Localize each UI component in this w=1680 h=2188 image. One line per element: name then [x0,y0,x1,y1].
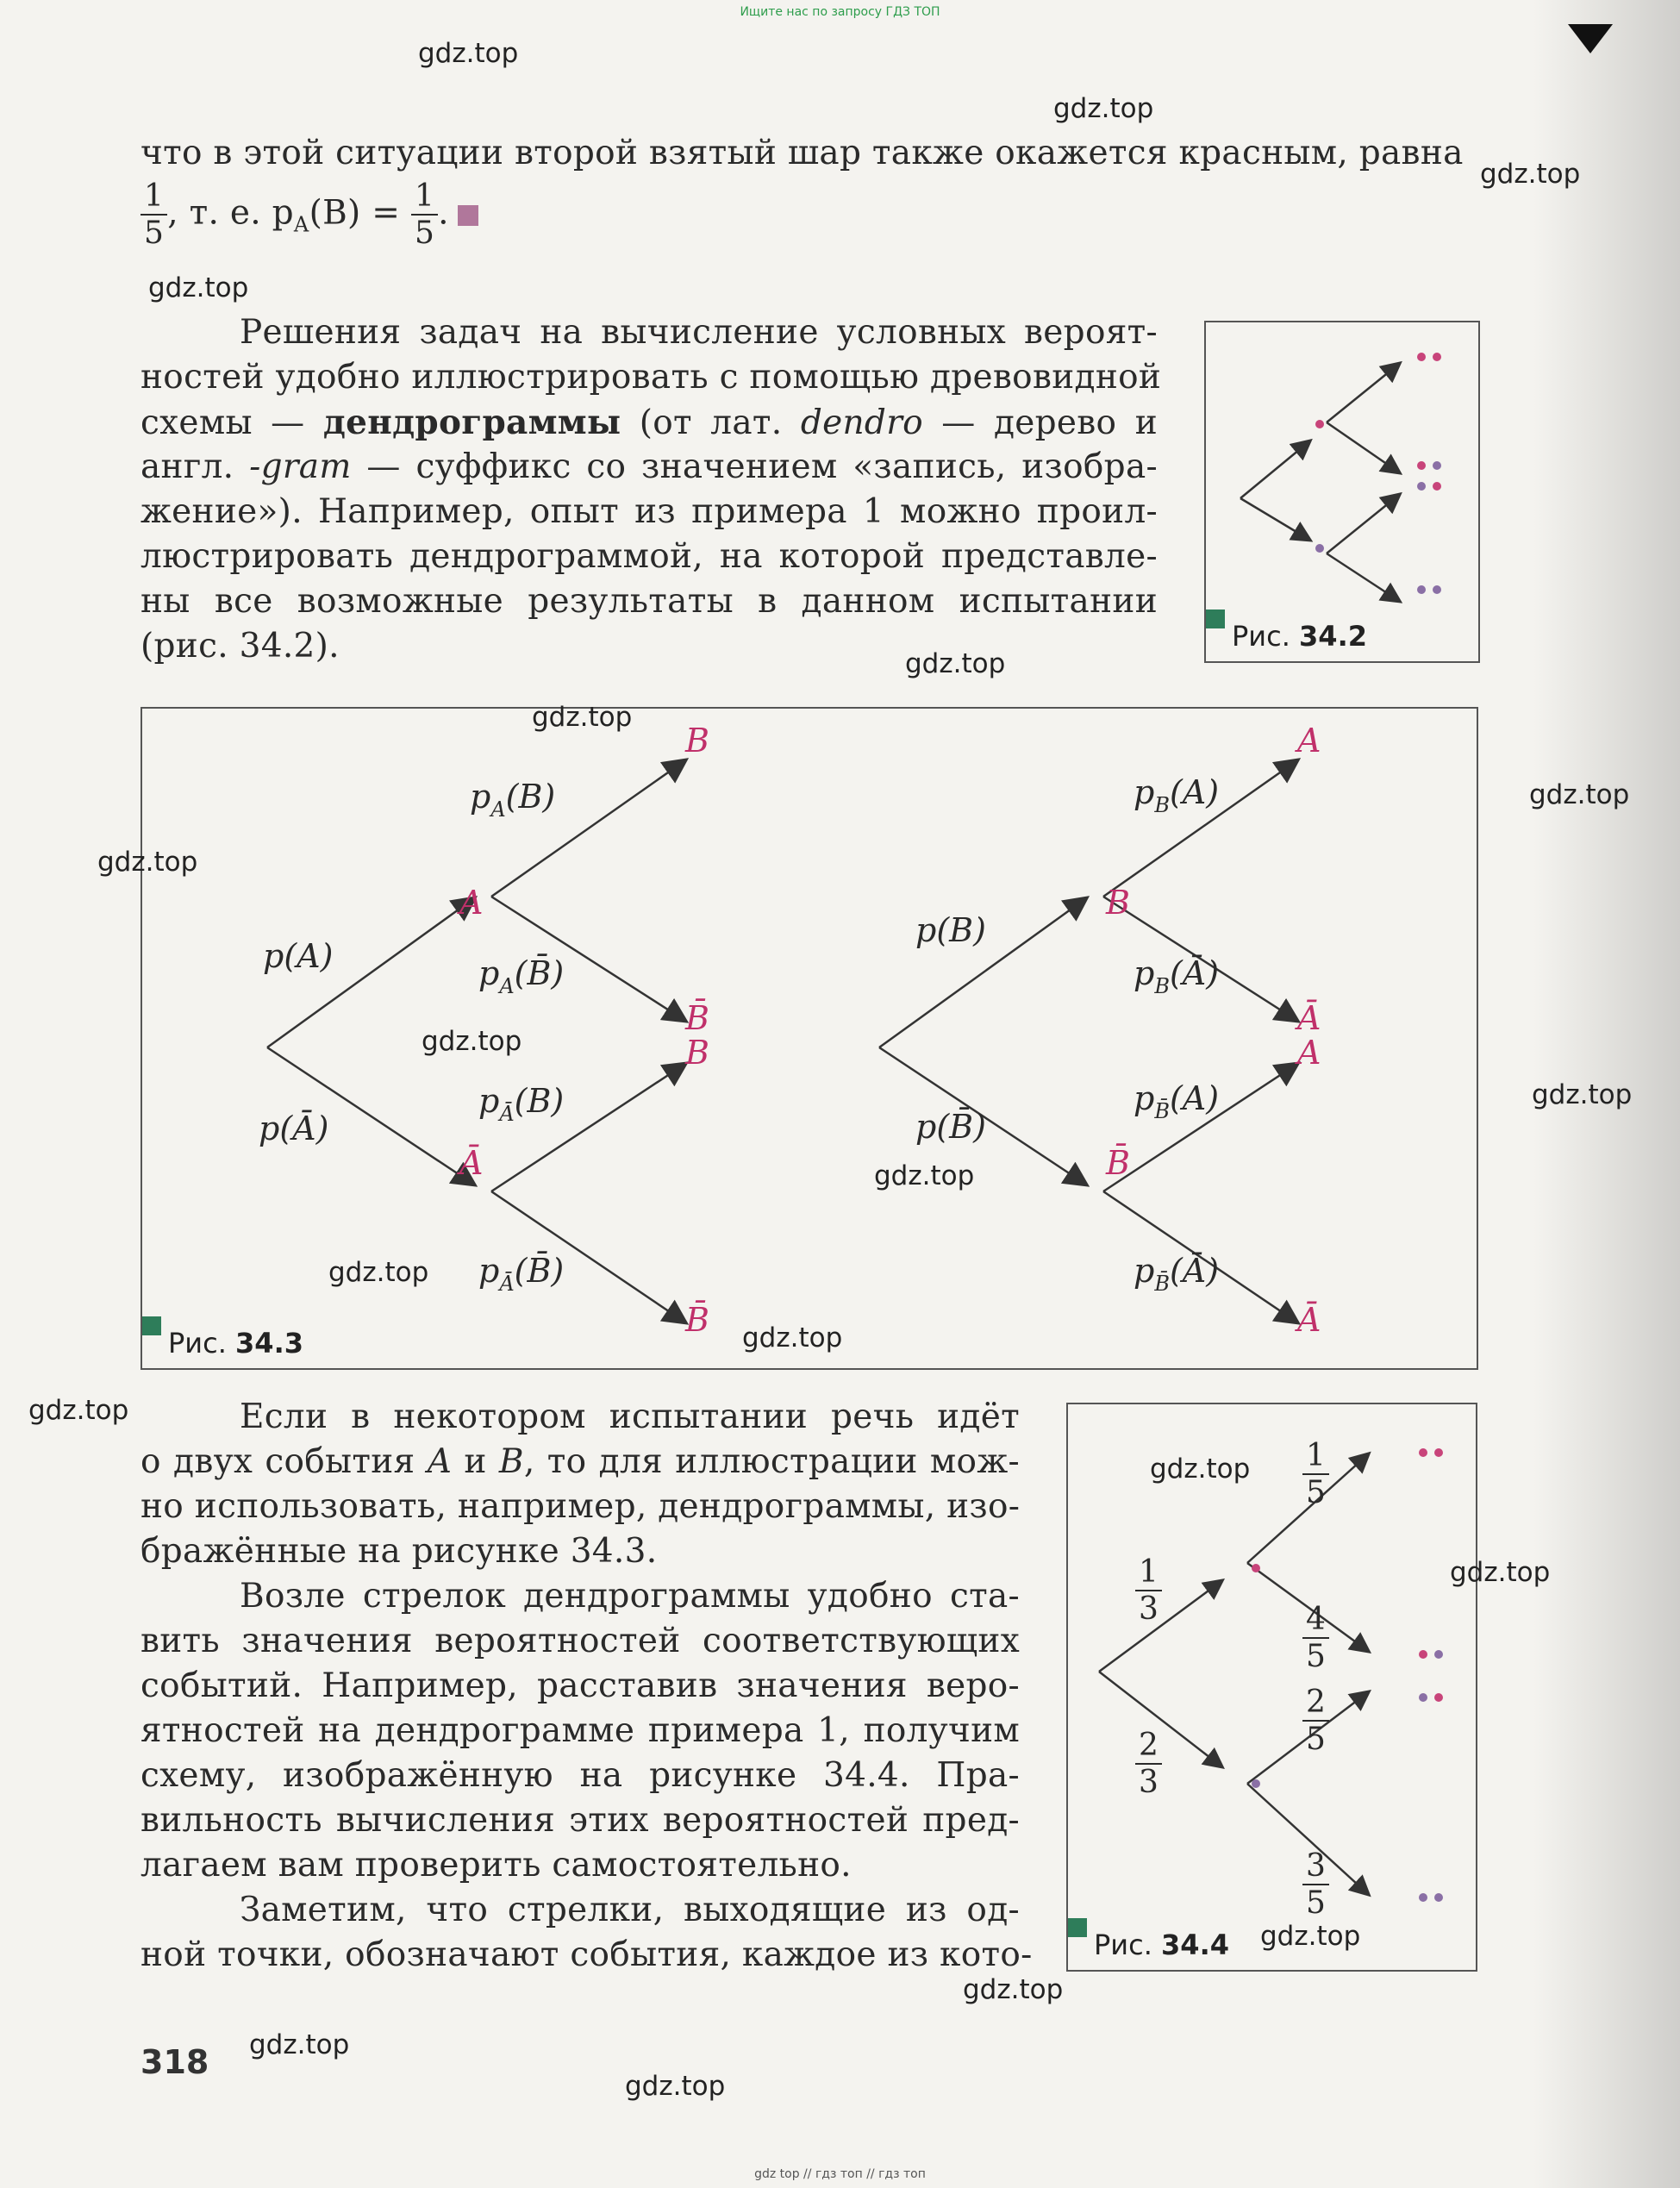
text-line: Заметим, что стрелки, выходящие из од- [240,1891,1020,1929]
watermark: gdz.top [28,1395,129,1426]
node-label-A-bar: Ā [459,1144,484,1182]
prob-fraction-1-3: $\frac{1}{3}$ [1135,1557,1162,1625]
watermark: gdz.top [418,38,519,69]
bottom-watermark-line: gdz top // гдз топ // гдз топ [754,2167,926,2181]
watermark: gdz.top [148,272,249,303]
fraction-1-5: $\frac{1}{5}$ [141,181,167,249]
text-line: но использовать, например, дендрограммы, изо- [141,1487,1021,1526]
text-line: (рис. 34.2). [141,627,340,666]
leaf-label: B [685,722,709,760]
prob-fraction-2-3: $\frac{2}{3}$ [1135,1730,1162,1798]
watermark: gdz.top [532,702,633,733]
end-of-solution-square [458,205,478,226]
prob-fraction-3-5: $\frac{3}{5}$ [1302,1851,1329,1919]
figure-34-2 [1204,321,1480,663]
node-label-B-bar: B̄ [1106,1144,1130,1182]
node-label-B: B [1106,884,1130,922]
watermark: gdz.top [874,1160,975,1191]
text-line-formula: $\frac{1}{5}$ , т. е. $p_A(B)$ = $\frac{1}{5}$ . [141,181,478,250]
text-line: бражённые на рисунке 34.3. [141,1532,658,1571]
leaf-label: B̄ [685,1301,709,1339]
prob-fraction-4-5: $\frac{4}{5}$ [1302,1604,1329,1672]
watermark: gdz.top [1260,1921,1361,1952]
watermark: gdz.top [905,648,1006,679]
prob-label: $p_A(B̄)$ [478,954,565,998]
text-line: лагаем вам проверить самостоятельно. [141,1846,852,1885]
caption-marker-square [1068,1918,1087,1937]
leaf-label: B̄ [685,999,709,1037]
text-line: ностей удобно иллюстрировать с помощью древовидной [141,358,1162,397]
text-line: о двух события A и B, то для иллюстрации мож- [141,1442,1020,1481]
text-line: что в этой ситуации второй взятый шар также окажется красным, равна [141,134,1464,172]
prob-label: p(B) [915,911,986,949]
watermark: gdz.top [625,2071,726,2102]
page-corner-mark [1568,24,1613,53]
watermark: gdz.top [1480,159,1581,190]
text-line: Решения задач на вычисление условных вероят- [240,313,1158,352]
text-line: англ. -gram — суффикс со значением «запись, изобра- [141,447,1158,486]
watermark: gdz.top [1529,779,1630,810]
prob-fraction-1-5: $\frac{1}{5}$ [1302,1441,1329,1509]
watermark: gdz.top [328,1257,429,1288]
text-line: Возле стрелок дендрограммы удобно ста- [240,1577,1020,1616]
text-line: событий. Например, расставив значения веро- [141,1666,1020,1705]
prob-label: $p_{B̄}(Ā)$ [1134,1252,1220,1296]
watermark: gdz.top [742,1322,843,1353]
node-label-A: A [459,884,484,922]
text-line: схемы — дендрограммы (от лат. dendro — дерево и [141,403,1158,442]
text-line: жение»). Например, опыт из примера 1 можно проил- [141,492,1158,531]
text-line: схему, изображённую на рисунке 34.4. Пра- [141,1756,1020,1795]
text-line: ны все возможные результаты в данном испытании [141,582,1158,621]
text-line: люстрировать дендрограммой, на которой представле- [141,537,1158,576]
figure-caption: Рис. 34.3 [168,1327,303,1360]
prob-label: $p_A(B)$ [470,778,556,822]
watermark: gdz.top [97,847,198,878]
leaf-label: A [1297,722,1321,760]
prob-label: $p_Ā(B)$ [478,1082,565,1126]
watermark: gdz.top [963,1974,1064,2005]
leaf-label: B [685,1034,709,1072]
figure-34-4 [1066,1403,1477,1972]
top-watermark-line: Ищите нас по запросу ГДЗ ТОП [740,5,940,19]
leaf-label: Ā [1297,999,1321,1037]
figure-caption: Рис. 34.4 [1094,1929,1229,1961]
text-line: ятностей на дендрограмме примера 1, получим [141,1711,1020,1750]
page-number: 318 [141,2043,209,2081]
watermark: gdz.top [1532,1079,1633,1110]
prob-label: $p_{B̄}(A)$ [1134,1079,1220,1123]
figure-caption: Рис. 34.2 [1232,620,1367,653]
text-line: вить значения вероятностей соответствующих [141,1622,1020,1660]
leaf-label: Ā [1297,1301,1321,1339]
prob-label: p(A) [263,937,334,975]
watermark: gdz.top [1450,1557,1551,1588]
leaf-label: A [1297,1034,1321,1072]
caption-marker-square [1206,610,1225,628]
prob-label: p(B̄) [915,1108,986,1146]
text-line: ной точки, обозначают события, каждое из кото- [141,1935,1033,1974]
text-line: вильность вычисления этих вероятностей пред- [141,1801,1020,1840]
text-line: Если в некотором испытании речь идёт [240,1397,1020,1436]
dendrogram-34-4 [1068,1404,1476,1970]
fraction-1-5-b: $\frac{1}{5}$ [411,181,438,249]
caption-marker-square [142,1316,161,1335]
watermark: gdz.top [1150,1453,1251,1485]
watermark: gdz.top [1053,93,1154,124]
prob-label: p(Ā) [259,1110,329,1147]
watermark: gdz.top [249,2029,350,2060]
prob-label: $p_Ā(B̄)$ [478,1252,565,1296]
prob-label: $p_B(A)$ [1134,773,1220,817]
watermark: gdz.top [422,1026,522,1057]
prob-label: $p_B(Ā)$ [1134,954,1220,998]
dendrogram-34-2 [1206,322,1478,661]
prob-fraction-2-5: $\frac{2}{5}$ [1302,1687,1329,1755]
